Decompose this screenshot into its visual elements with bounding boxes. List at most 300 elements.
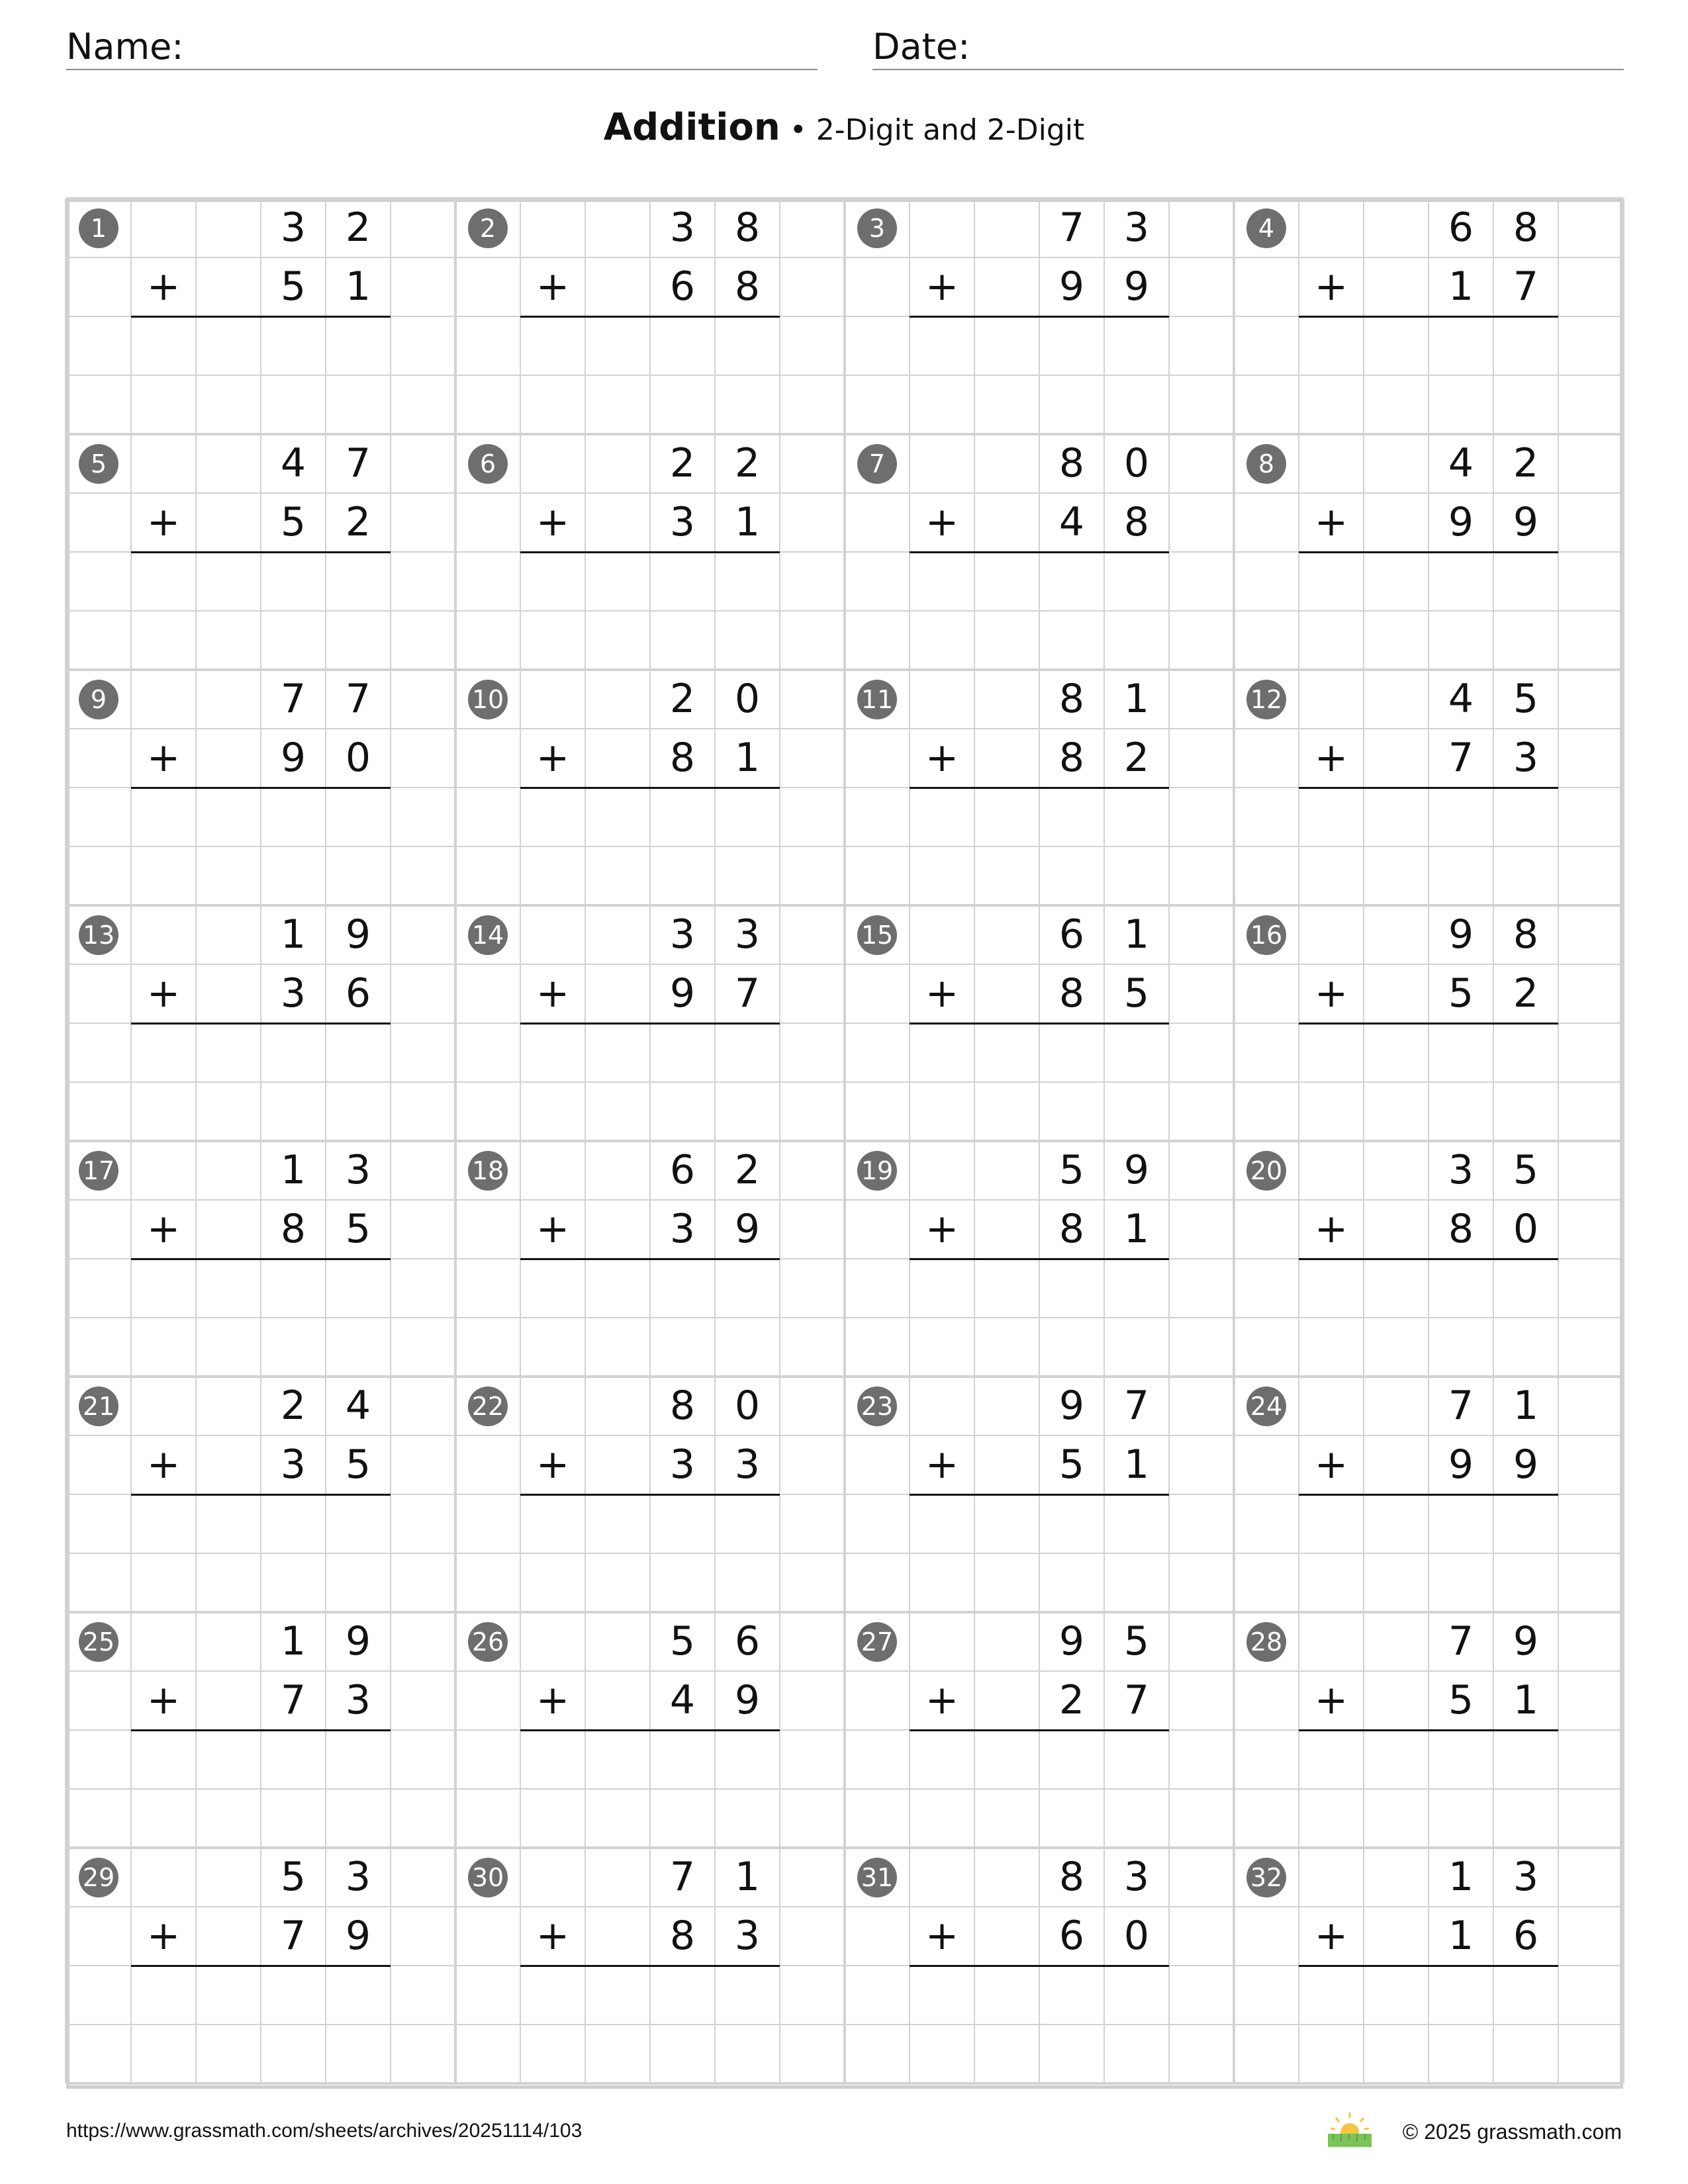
bottom-digit: 6	[669, 263, 696, 310]
plus-sign: +	[536, 263, 570, 310]
bottom-digit: 1	[1448, 263, 1474, 310]
top-digit: 1	[734, 1854, 761, 1900]
plus-sign: +	[925, 1913, 959, 1959]
bottom-digit: 8	[1448, 1206, 1474, 1252]
plus-sign: +	[1314, 1206, 1348, 1252]
answer-area[interactable]	[910, 1967, 1169, 2023]
problem-28	[1234, 1612, 1623, 1848]
grid-line	[1234, 610, 1623, 612]
top-digit: 1	[1513, 1383, 1539, 1429]
top-digit: 7	[345, 676, 371, 722]
problem-23	[845, 1377, 1234, 1612]
plus-sign: +	[1314, 1677, 1348, 1723]
top-digit: 2	[1513, 440, 1539, 486]
top-digit: 8	[1058, 1854, 1085, 1900]
plus-sign: +	[1314, 1441, 1348, 1488]
top-digit: 8	[1513, 911, 1539, 958]
grid-line	[845, 375, 1234, 376]
top-digit: 3	[734, 911, 761, 958]
top-digit: 2	[669, 440, 696, 486]
grid-line	[66, 2082, 455, 2085]
problem-number: 23	[857, 1387, 897, 1426]
bottom-digit: 5	[1448, 1677, 1474, 1723]
bottom-digit: 9	[669, 970, 696, 1017]
bottom-digit: 1	[734, 499, 761, 545]
bottom-digit: 4	[1058, 499, 1085, 545]
answer-area[interactable]	[520, 1496, 780, 1552]
answer-area[interactable]	[520, 553, 780, 610]
answer-area[interactable]	[1299, 1496, 1558, 1552]
problem-number: 19	[857, 1151, 897, 1191]
problem-13	[66, 905, 455, 1141]
answer-area[interactable]	[520, 318, 780, 374]
answer-area[interactable]	[131, 1260, 391, 1316]
bottom-digit: 9	[734, 1206, 761, 1252]
problem-number: 20	[1246, 1151, 1286, 1191]
answer-area[interactable]	[131, 1024, 391, 1081]
problem-21	[66, 1377, 455, 1612]
problem-32	[1234, 1848, 1623, 2083]
plus-sign: +	[146, 735, 181, 781]
top-digit: 5	[280, 1854, 306, 1900]
problem-16	[1234, 905, 1623, 1141]
bottom-digit: 7	[734, 970, 761, 1017]
answer-area[interactable]	[910, 1024, 1169, 1081]
bottom-digit: 8	[669, 735, 696, 781]
grid-line	[455, 2024, 845, 2025]
bottom-digit: 5	[1058, 1441, 1085, 1488]
problem-number: 12	[1246, 680, 1286, 719]
top-digit: 7	[1448, 1618, 1474, 1664]
problem-number: 15	[857, 915, 897, 955]
grid-line	[66, 1788, 455, 1790]
bottom-digit: 1	[1123, 1441, 1150, 1488]
bottom-digit: 6	[345, 970, 371, 1017]
grid-line	[455, 375, 845, 376]
top-digit: 3	[345, 1147, 371, 1193]
bottom-digit: 9	[1448, 499, 1474, 545]
problem-2	[455, 199, 845, 434]
plus-sign: +	[146, 1677, 181, 1723]
problem-number: 17	[79, 1151, 118, 1191]
top-digit: 9	[345, 911, 371, 958]
problem-number: 11	[857, 680, 897, 719]
grid-line	[455, 1317, 845, 1318]
bottom-digit: 9	[1123, 263, 1150, 310]
top-digit: 8	[1058, 676, 1085, 722]
problem-number: 5	[79, 444, 118, 484]
top-digit: 9	[1058, 1618, 1085, 1664]
answer-area[interactable]	[520, 789, 780, 845]
plus-sign: +	[536, 499, 570, 545]
bottom-digit: 1	[1448, 1913, 1474, 1959]
grid-line	[845, 1553, 1234, 1554]
footer-copyright: © 2025 grassmath.com	[1402, 2120, 1622, 2144]
top-digit: 4	[280, 440, 306, 486]
answer-area[interactable]	[1299, 553, 1558, 610]
answer-area[interactable]	[910, 1496, 1169, 1552]
problem-6	[455, 434, 845, 670]
problem-number: 16	[1246, 915, 1286, 955]
plus-sign: +	[536, 1206, 570, 1252]
bottom-digit: 8	[1123, 499, 1150, 545]
top-digit: 0	[734, 1383, 761, 1429]
bottom-digit: 3	[280, 970, 306, 1017]
bottom-digit: 7	[1123, 1677, 1150, 1723]
problem-number: 26	[468, 1622, 508, 1662]
top-digit: 6	[669, 1147, 696, 1193]
plus-sign: +	[146, 1913, 181, 1959]
bottom-digit: 8	[1058, 970, 1085, 1017]
grid-line	[1234, 2082, 1623, 2085]
bottom-digit: 0	[345, 735, 371, 781]
plus-sign: +	[1314, 1913, 1348, 1959]
answer-area[interactable]	[1299, 1967, 1558, 2023]
problem-number: 4	[1246, 208, 1286, 248]
top-digit: 7	[1123, 1383, 1150, 1429]
top-digit: 6	[1448, 205, 1474, 251]
problem-17	[66, 1141, 455, 1377]
top-digit: 8	[734, 205, 761, 251]
bottom-digit: 2	[1513, 970, 1539, 1017]
bottom-digit: 5	[280, 263, 306, 310]
answer-area[interactable]	[910, 318, 1169, 374]
plus-sign: +	[536, 1913, 570, 1959]
answer-area[interactable]	[131, 1496, 391, 1552]
bottom-digit: 1	[734, 735, 761, 781]
top-digit: 3	[1123, 205, 1150, 251]
top-digit: 3	[345, 1854, 371, 1900]
bottom-digit: 8	[280, 1206, 306, 1252]
problem-number: 21	[79, 1387, 118, 1426]
top-digit: 2	[345, 205, 371, 251]
problem-number: 6	[468, 444, 508, 484]
bottom-digit: 5	[1123, 970, 1150, 1017]
grid-line	[66, 610, 455, 612]
grid-line	[845, 846, 1234, 847]
top-digit: 9	[1123, 1147, 1150, 1193]
answer-area[interactable]	[1299, 789, 1558, 845]
answer-area[interactable]	[1299, 1731, 1558, 1788]
grid-line	[845, 1081, 1234, 1083]
top-digit: 1	[280, 1618, 306, 1664]
problem-20	[1234, 1141, 1623, 1377]
top-digit: 4	[345, 1383, 371, 1429]
top-digit: 1	[280, 911, 306, 958]
problem-30	[455, 1848, 845, 2083]
bottom-digit: 3	[734, 1913, 761, 1959]
bottom-digit: 8	[1058, 1206, 1085, 1252]
bottom-digit: 1	[1123, 1206, 1150, 1252]
title-separator: •	[780, 113, 816, 147]
plus-sign: +	[925, 970, 959, 1017]
problem-number: 2	[468, 208, 508, 248]
answer-area[interactable]	[1299, 318, 1558, 374]
answer-area[interactable]	[131, 553, 391, 610]
plus-sign: +	[536, 1441, 570, 1488]
problem-number: 31	[857, 1858, 897, 1897]
top-digit: 4	[1448, 440, 1474, 486]
plus-sign: +	[925, 499, 959, 545]
bottom-digit: 6	[1058, 1913, 1085, 1959]
problem-number: 29	[79, 1858, 118, 1897]
plus-sign: +	[536, 1677, 570, 1723]
problem-25	[66, 1612, 455, 1848]
bottom-digit: 4	[669, 1677, 696, 1723]
problem-24	[1234, 1377, 1623, 1612]
top-digit: 9	[1448, 911, 1474, 958]
bottom-digit: 8	[1058, 735, 1085, 781]
problem-12	[1234, 670, 1623, 905]
bottom-digit: 5	[345, 1441, 371, 1488]
answer-area[interactable]	[910, 1731, 1169, 1788]
top-digit: 2	[734, 1147, 761, 1193]
problem-number: 13	[79, 915, 118, 955]
plus-sign: +	[146, 970, 181, 1017]
grid-line	[455, 1788, 845, 1790]
problem-31	[845, 1848, 1234, 2083]
problem-number: 14	[468, 915, 508, 955]
bottom-digit: 0	[1513, 1206, 1539, 1252]
date-field[interactable]	[872, 24, 1624, 70]
bottom-digit: 1	[345, 263, 371, 310]
top-digit: 5	[1123, 1618, 1150, 1664]
grid-line	[845, 1317, 1234, 1318]
top-digit: 1	[280, 1147, 306, 1193]
top-digit: 4	[1448, 676, 1474, 722]
top-digit: 7	[669, 1854, 696, 1900]
problem-4	[1234, 199, 1623, 434]
top-digit: 9	[1058, 1383, 1085, 1429]
top-digit: 1	[1448, 1854, 1474, 1900]
plus-sign: +	[1314, 263, 1348, 310]
problem-grid	[66, 199, 1623, 2089]
problem-number: 22	[468, 1387, 508, 1426]
top-digit: 6	[1058, 911, 1085, 958]
name-field[interactable]	[66, 24, 818, 70]
top-digit: 2	[280, 1383, 306, 1429]
top-digit: 8	[1058, 440, 1085, 486]
problem-3	[845, 199, 1234, 434]
grid-line	[1234, 1081, 1623, 1083]
top-digit: 5	[1513, 1147, 1539, 1193]
answer-area[interactable]	[1299, 1024, 1558, 1081]
problem-29	[66, 1848, 455, 2083]
grid-line	[455, 2082, 845, 2085]
bottom-digit: 5	[1448, 970, 1474, 1017]
grid-line	[845, 2082, 1234, 2085]
problem-number: 8	[1246, 444, 1286, 484]
problem-number: 18	[468, 1151, 508, 1191]
grid-line	[455, 1081, 845, 1083]
bottom-digit: 6	[1513, 1913, 1539, 1959]
grid-line	[66, 1553, 455, 1554]
plus-sign: +	[146, 499, 181, 545]
problem-26	[455, 1612, 845, 1848]
grid-line	[66, 846, 455, 847]
grid-line	[1234, 1553, 1623, 1554]
answer-area[interactable]	[520, 1967, 780, 2023]
answer-area[interactable]	[910, 1260, 1169, 1316]
top-digit: 3	[1448, 1147, 1474, 1193]
problem-number: 3	[857, 208, 897, 248]
answer-area[interactable]	[131, 1967, 391, 2023]
answer-area[interactable]	[131, 789, 391, 845]
top-digit: 2	[734, 440, 761, 486]
grid-line	[845, 2024, 1234, 2025]
problem-number: 27	[857, 1622, 897, 1662]
problem-number: 10	[468, 680, 508, 719]
plus-sign: +	[925, 735, 959, 781]
problem-number: 32	[1246, 1858, 1286, 1897]
grid-line	[455, 610, 845, 612]
bottom-digit: 7	[280, 1677, 306, 1723]
grid-line	[1234, 2024, 1623, 2025]
bottom-digit: 3	[669, 1206, 696, 1252]
top-digit: 1	[1123, 676, 1150, 722]
problem-18	[455, 1141, 845, 1377]
problem-1	[66, 199, 455, 434]
bottom-digit: 2	[1123, 735, 1150, 781]
top-digit: 3	[669, 205, 696, 251]
problem-number: 1	[79, 208, 118, 248]
bottom-digit: 9	[1058, 263, 1085, 310]
bottom-digit: 0	[1123, 1913, 1150, 1959]
grid-line	[66, 1317, 455, 1318]
problem-14	[455, 905, 845, 1141]
bottom-digit: 9	[1513, 1441, 1539, 1488]
problem-number: 28	[1246, 1622, 1286, 1662]
answer-area[interactable]	[131, 1731, 391, 1788]
bottom-digit: 3	[280, 1441, 306, 1488]
top-digit: 9	[1513, 1618, 1539, 1664]
bottom-digit: 9	[734, 1677, 761, 1723]
bottom-digit: 3	[669, 499, 696, 545]
top-digit: 3	[1123, 1854, 1150, 1900]
problem-15	[845, 905, 1234, 1141]
plus-sign: +	[1314, 970, 1348, 1017]
top-digit: 7	[345, 440, 371, 486]
title-main: Addition	[603, 106, 780, 149]
problem-number: 25	[79, 1622, 118, 1662]
problem-19	[845, 1141, 1234, 1377]
top-digit: 6	[734, 1618, 761, 1664]
top-digit: 5	[669, 1618, 696, 1664]
bottom-digit: 7	[1513, 263, 1539, 310]
bottom-digit: 9	[1513, 499, 1539, 545]
bottom-digit: 3	[669, 1441, 696, 1488]
bottom-digit: 3	[345, 1677, 371, 1723]
top-digit: 5	[1513, 676, 1539, 722]
plus-sign: +	[1314, 735, 1348, 781]
top-digit: 2	[669, 676, 696, 722]
title-subtitle: 2-Digit and 2-Digit	[816, 113, 1085, 147]
problem-8	[1234, 434, 1623, 670]
bottom-digit: 8	[734, 263, 761, 310]
problem-9	[66, 670, 455, 905]
top-digit: 0	[734, 676, 761, 722]
plus-sign: +	[146, 1441, 181, 1488]
top-digit: 5	[1058, 1147, 1085, 1193]
plus-sign: +	[1314, 499, 1348, 545]
answer-area[interactable]	[910, 553, 1169, 610]
grid-line	[1234, 846, 1623, 847]
top-digit: 1	[1123, 911, 1150, 958]
answer-area[interactable]	[1299, 1260, 1558, 1316]
bottom-digit: 7	[280, 1913, 306, 1959]
plus-sign: +	[925, 1441, 959, 1488]
problem-number: 24	[1246, 1387, 1286, 1426]
top-digit: 7	[280, 676, 306, 722]
answer-area[interactable]	[520, 1024, 780, 1081]
problem-11	[845, 670, 1234, 905]
footer-url: https://www.grassmath.com/sheets/archives/20251114/103	[66, 2120, 583, 2142]
bottom-digit: 9	[1448, 1441, 1474, 1488]
problem-number: 9	[79, 680, 118, 719]
plus-sign: +	[925, 1677, 959, 1723]
grid-line	[1234, 1788, 1623, 1790]
top-digit: 3	[1513, 1854, 1539, 1900]
plus-sign: +	[925, 263, 959, 310]
worksheet-title	[0, 106, 1688, 149]
bottom-digit: 2	[1058, 1677, 1085, 1723]
plus-sign: +	[536, 970, 570, 1017]
plus-sign: +	[536, 735, 570, 781]
top-digit: 8	[669, 1383, 696, 1429]
problem-22	[455, 1377, 845, 1612]
answer-area[interactable]	[910, 789, 1169, 845]
top-digit: 3	[669, 911, 696, 958]
problem-27	[845, 1612, 1234, 1848]
bottom-digit: 9	[345, 1913, 371, 1959]
name-label: Name:	[66, 26, 184, 68]
problem-7	[845, 434, 1234, 670]
grid-line	[845, 1788, 1234, 1790]
answer-area[interactable]	[520, 1260, 780, 1316]
bottom-digit: 8	[669, 1913, 696, 1959]
top-digit: 7	[1448, 1383, 1474, 1429]
bottom-digit: 3	[1513, 735, 1539, 781]
top-digit: 7	[1058, 205, 1085, 251]
top-digit: 0	[1123, 440, 1150, 486]
grid-line	[1234, 375, 1623, 376]
grid-line	[66, 2024, 455, 2025]
top-digit: 8	[1513, 205, 1539, 251]
top-digit: 9	[345, 1618, 371, 1664]
grid-line	[845, 610, 1234, 612]
grid-line	[1234, 1317, 1623, 1318]
plus-sign: +	[925, 1206, 959, 1252]
grid-line	[455, 846, 845, 847]
date-label: Date:	[872, 26, 970, 68]
sun-over-grass-icon	[1327, 2111, 1373, 2148]
bottom-digit: 7	[1448, 735, 1474, 781]
plus-sign: +	[146, 1206, 181, 1252]
bottom-digit: 5	[280, 499, 306, 545]
answer-area[interactable]	[131, 318, 391, 374]
answer-area[interactable]	[520, 1731, 780, 1788]
bottom-digit: 3	[734, 1441, 761, 1488]
problem-number: 7	[857, 444, 897, 484]
grid-line	[455, 1553, 845, 1554]
grid-line	[66, 375, 455, 376]
plus-sign: +	[146, 263, 181, 310]
grid-line	[66, 1081, 455, 1083]
bottom-digit: 1	[1513, 1677, 1539, 1723]
bottom-digit: 2	[345, 499, 371, 545]
bottom-digit: 5	[345, 1206, 371, 1252]
problem-10	[455, 670, 845, 905]
